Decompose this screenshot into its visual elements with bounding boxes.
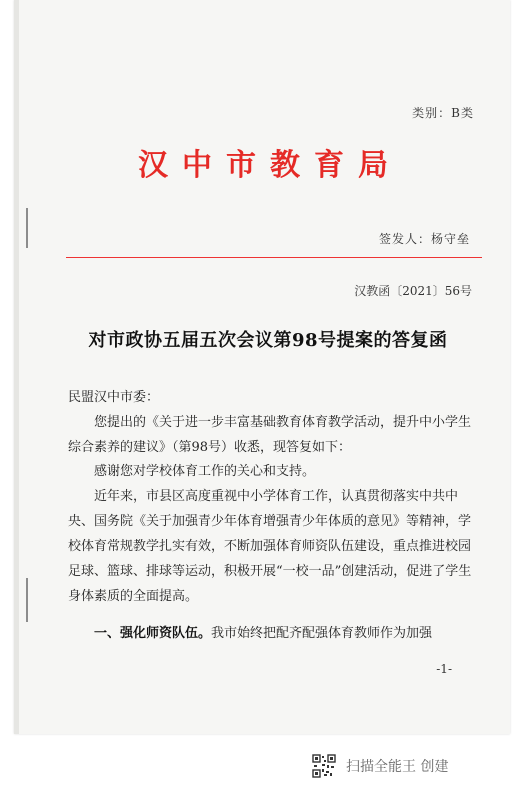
signer-line: 签发人：杨守垒: [378, 232, 470, 246]
document-number: 汉教函〔2021〕56号: [354, 284, 472, 298]
issuing-agency-heading: 汉中市教育局: [138, 148, 402, 183]
paragraph: 近年来，市县区高度重视中小学体育工作，认真贯彻落实中共中央、国务院《关于加强青少年体育增强青少年体质的意见》等精神，学校体育常规教学扎实有效，不断加强体育师资队伍建设，重点推进校园足球、篮球、排球等运动，积极开展“一校一品”创建活动，促进了学生身体素质的全面提高。: [68, 489, 472, 604]
paragraph: [68, 621, 478, 646]
paragraph: 您提出的《关于进一步丰富基础教育体育教学活动，提升中小学生综合素养的建议》（第98号）收悉，现答复如下：: [68, 415, 472, 455]
paragraph: 感谢您对学校体育工作的关心和支持。: [94, 464, 316, 479]
page-number: -1-: [436, 662, 452, 676]
document-title: 对市政协五届五次会议第98号提案的答复函: [88, 330, 448, 351]
qr-code-icon: [312, 754, 336, 778]
document-category: 类别：B类: [412, 106, 474, 120]
red-divider: [66, 257, 482, 258]
binding-mark: [26, 578, 28, 622]
scanner-watermark-text: 扫描全能王 创建: [346, 759, 449, 775]
section-text: 我市始终把配齐配强体育教师作为加强: [211, 626, 433, 641]
scanner-watermark: [312, 754, 448, 778]
page-edge: [14, 0, 19, 734]
section-heading: 一、强化师资队伍。: [94, 626, 212, 641]
salutation: 民盟汉中市委：: [68, 390, 160, 405]
binding-mark: [26, 208, 28, 248]
document-page: [14, 0, 510, 734]
